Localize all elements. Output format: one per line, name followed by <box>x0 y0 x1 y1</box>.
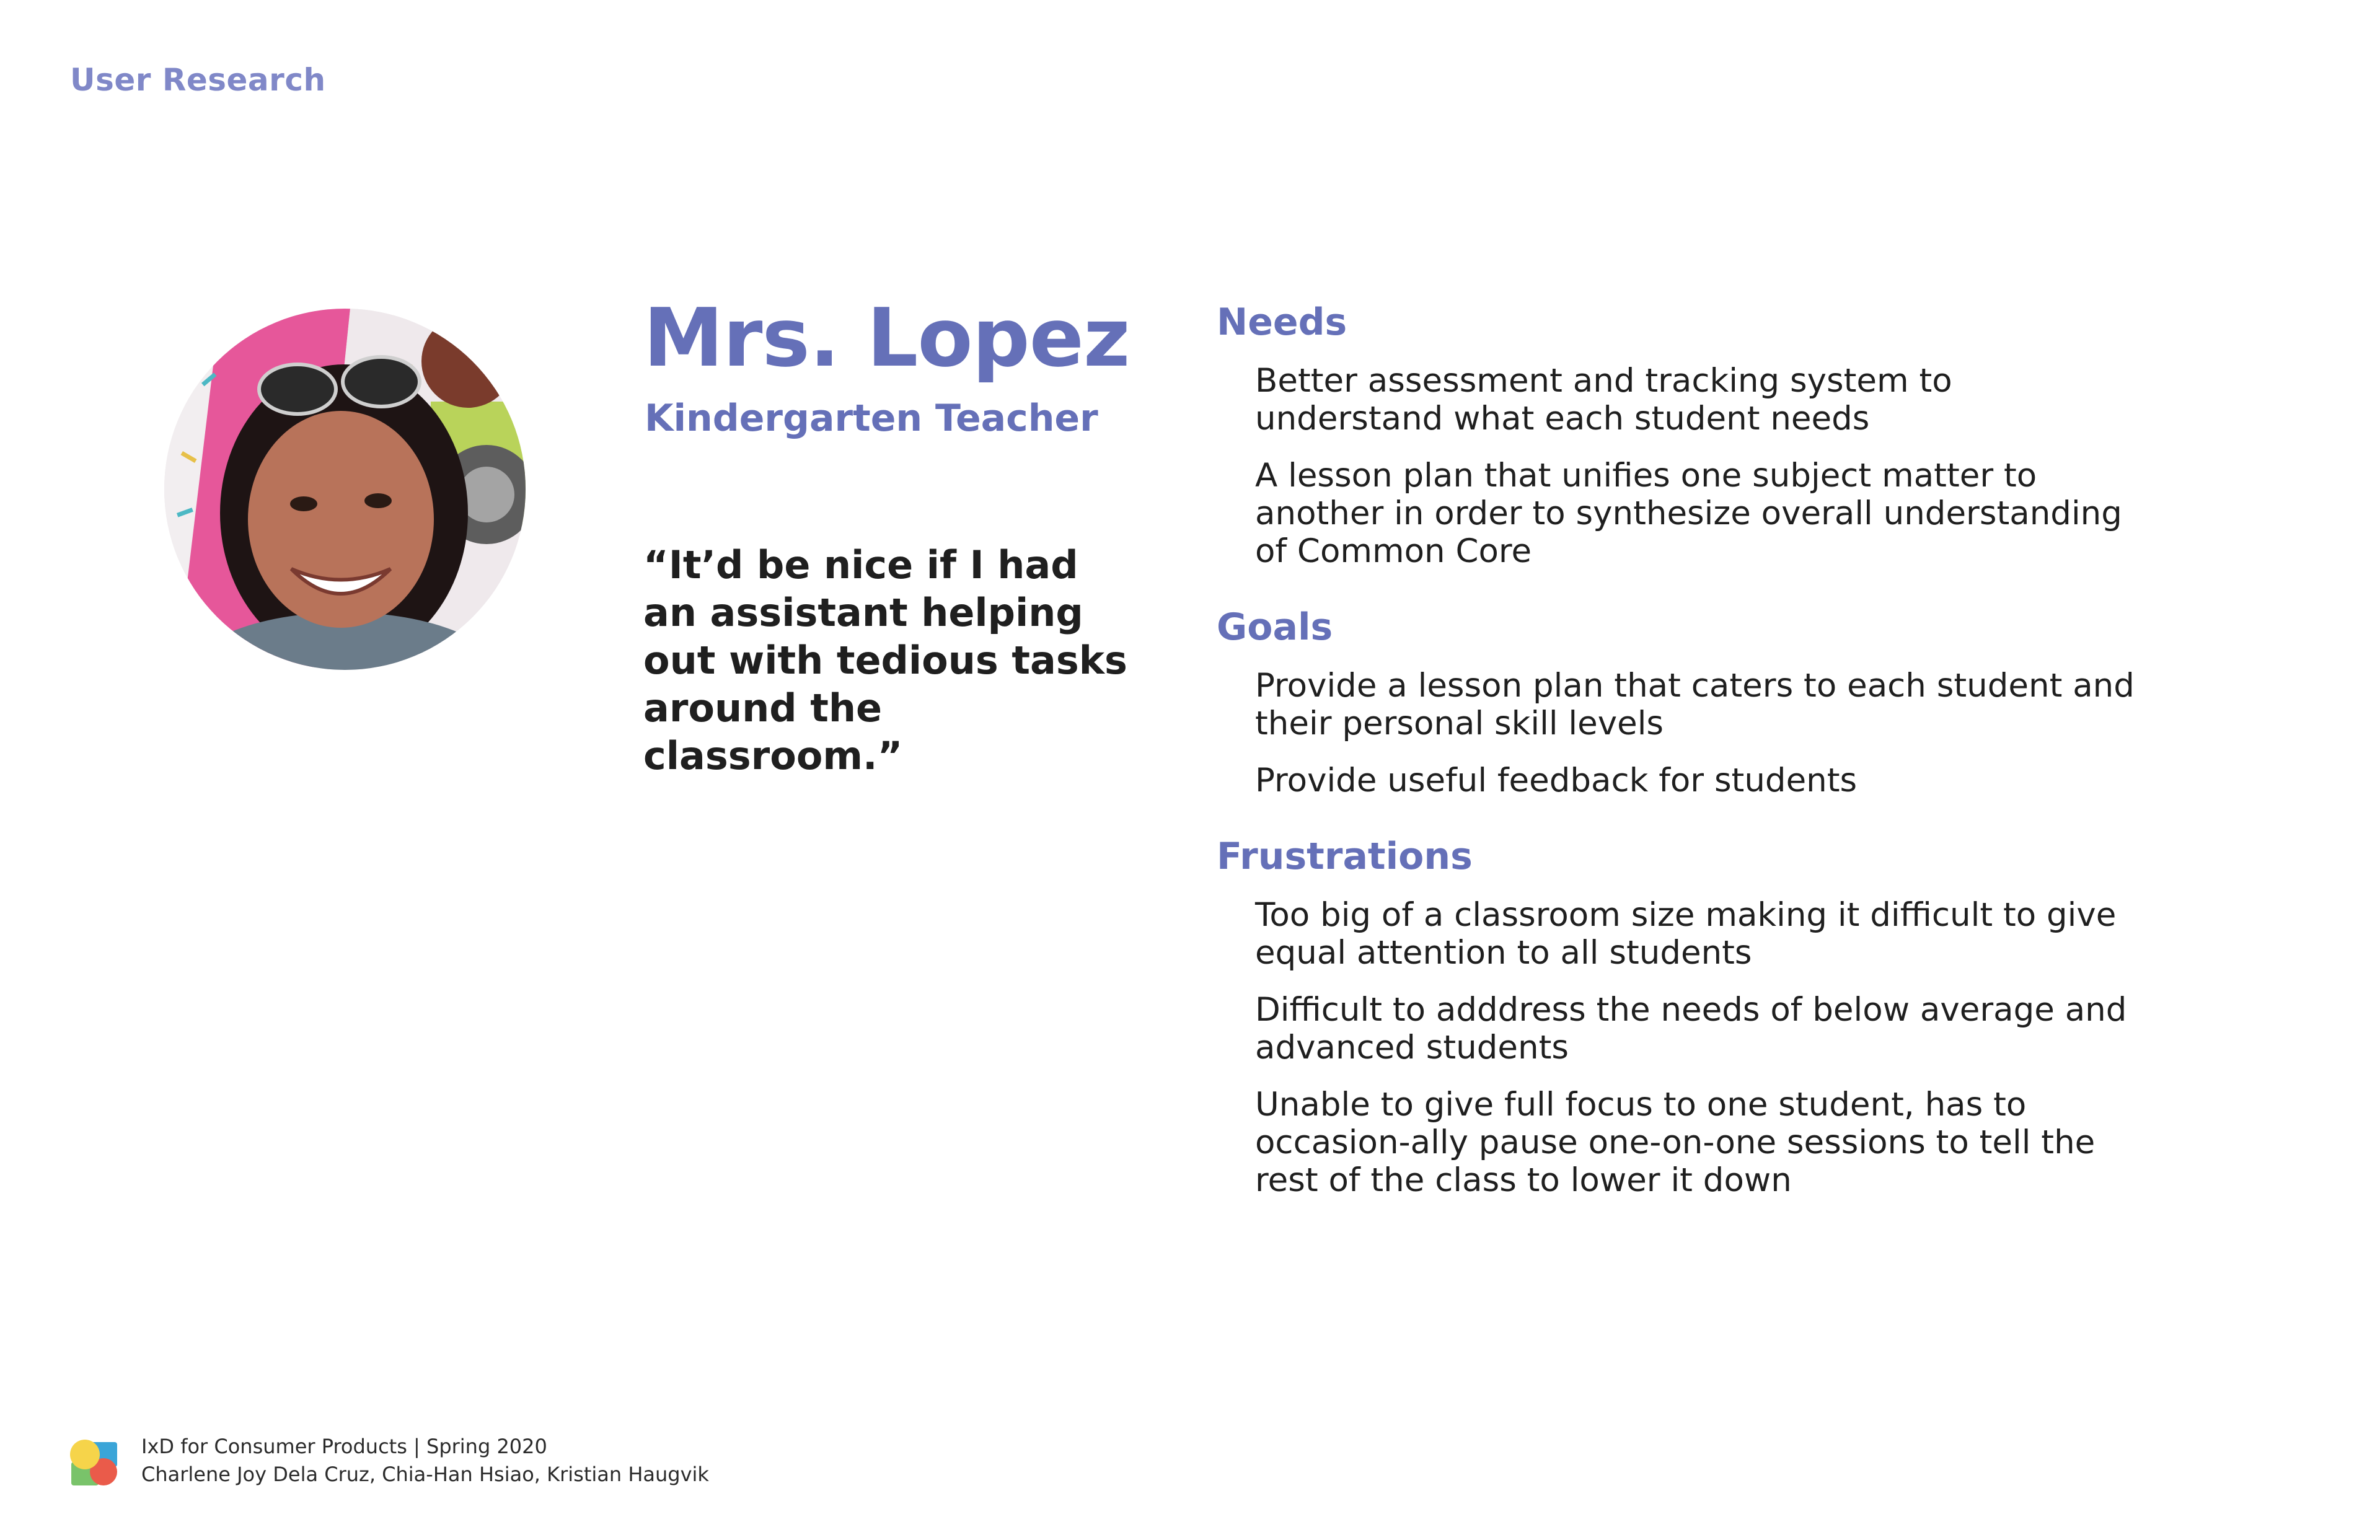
persona-avatar <box>164 309 526 670</box>
goals-list <box>1217 667 2140 799</box>
persona-details <box>1217 297 2140 1231</box>
course-logo-icon <box>69 1438 120 1487</box>
persona-quote: “It’d be nice if I had an assistant helping out with tedious tasks around the classroom.” <box>643 542 1127 778</box>
persona-role: Kindergarten Teacher <box>645 397 1098 440</box>
list-item: Provide useful feedback for students <box>1255 762 1858 799</box>
list-item: A lesson plan that unifies one subject matter to another in order to synthesize overall understanding of Common Core <box>1255 457 2122 570</box>
needs-heading: Needs <box>1217 301 1347 344</box>
section-label: User Research <box>70 62 326 98</box>
needs-list <box>1217 362 2140 570</box>
frustrations-list <box>1217 896 2140 1199</box>
footer-course-line: IxD for Consumer Products | Spring 2020 <box>141 1435 547 1458</box>
list-item: Provide a lesson plan that caters to each student and their personal skill levels <box>1255 667 2135 742</box>
frustrations-heading: Frustrations <box>1217 835 1473 878</box>
list-item: Difficult to adddress the needs of below average and advanced students <box>1255 991 2127 1067</box>
persona-photo-icon <box>164 309 526 670</box>
persona-name: Mrs. Lopez <box>643 291 1130 385</box>
needs-section <box>1217 297 2140 570</box>
list-item: Too big of a classroom size making it difficult to give equal attention to all students <box>1255 896 2117 972</box>
goals-section <box>1217 602 2140 799</box>
list-item: Better assessment and tracking system to understand what each student needs <box>1255 362 1952 438</box>
footer-credits <box>141 1433 709 1489</box>
frustrations-section <box>1217 832 2140 1199</box>
footer-authors-line: Charlene Joy Dela Cruz, Chia-Han Hsiao, Kristian Haugvik <box>141 1463 709 1486</box>
goals-heading: Goals <box>1217 605 1333 649</box>
list-item: Unable to give full focus to one student, has to occasion-ally pause one-on-one sessions to tell the rest of the class to lower it down <box>1255 1086 2096 1199</box>
